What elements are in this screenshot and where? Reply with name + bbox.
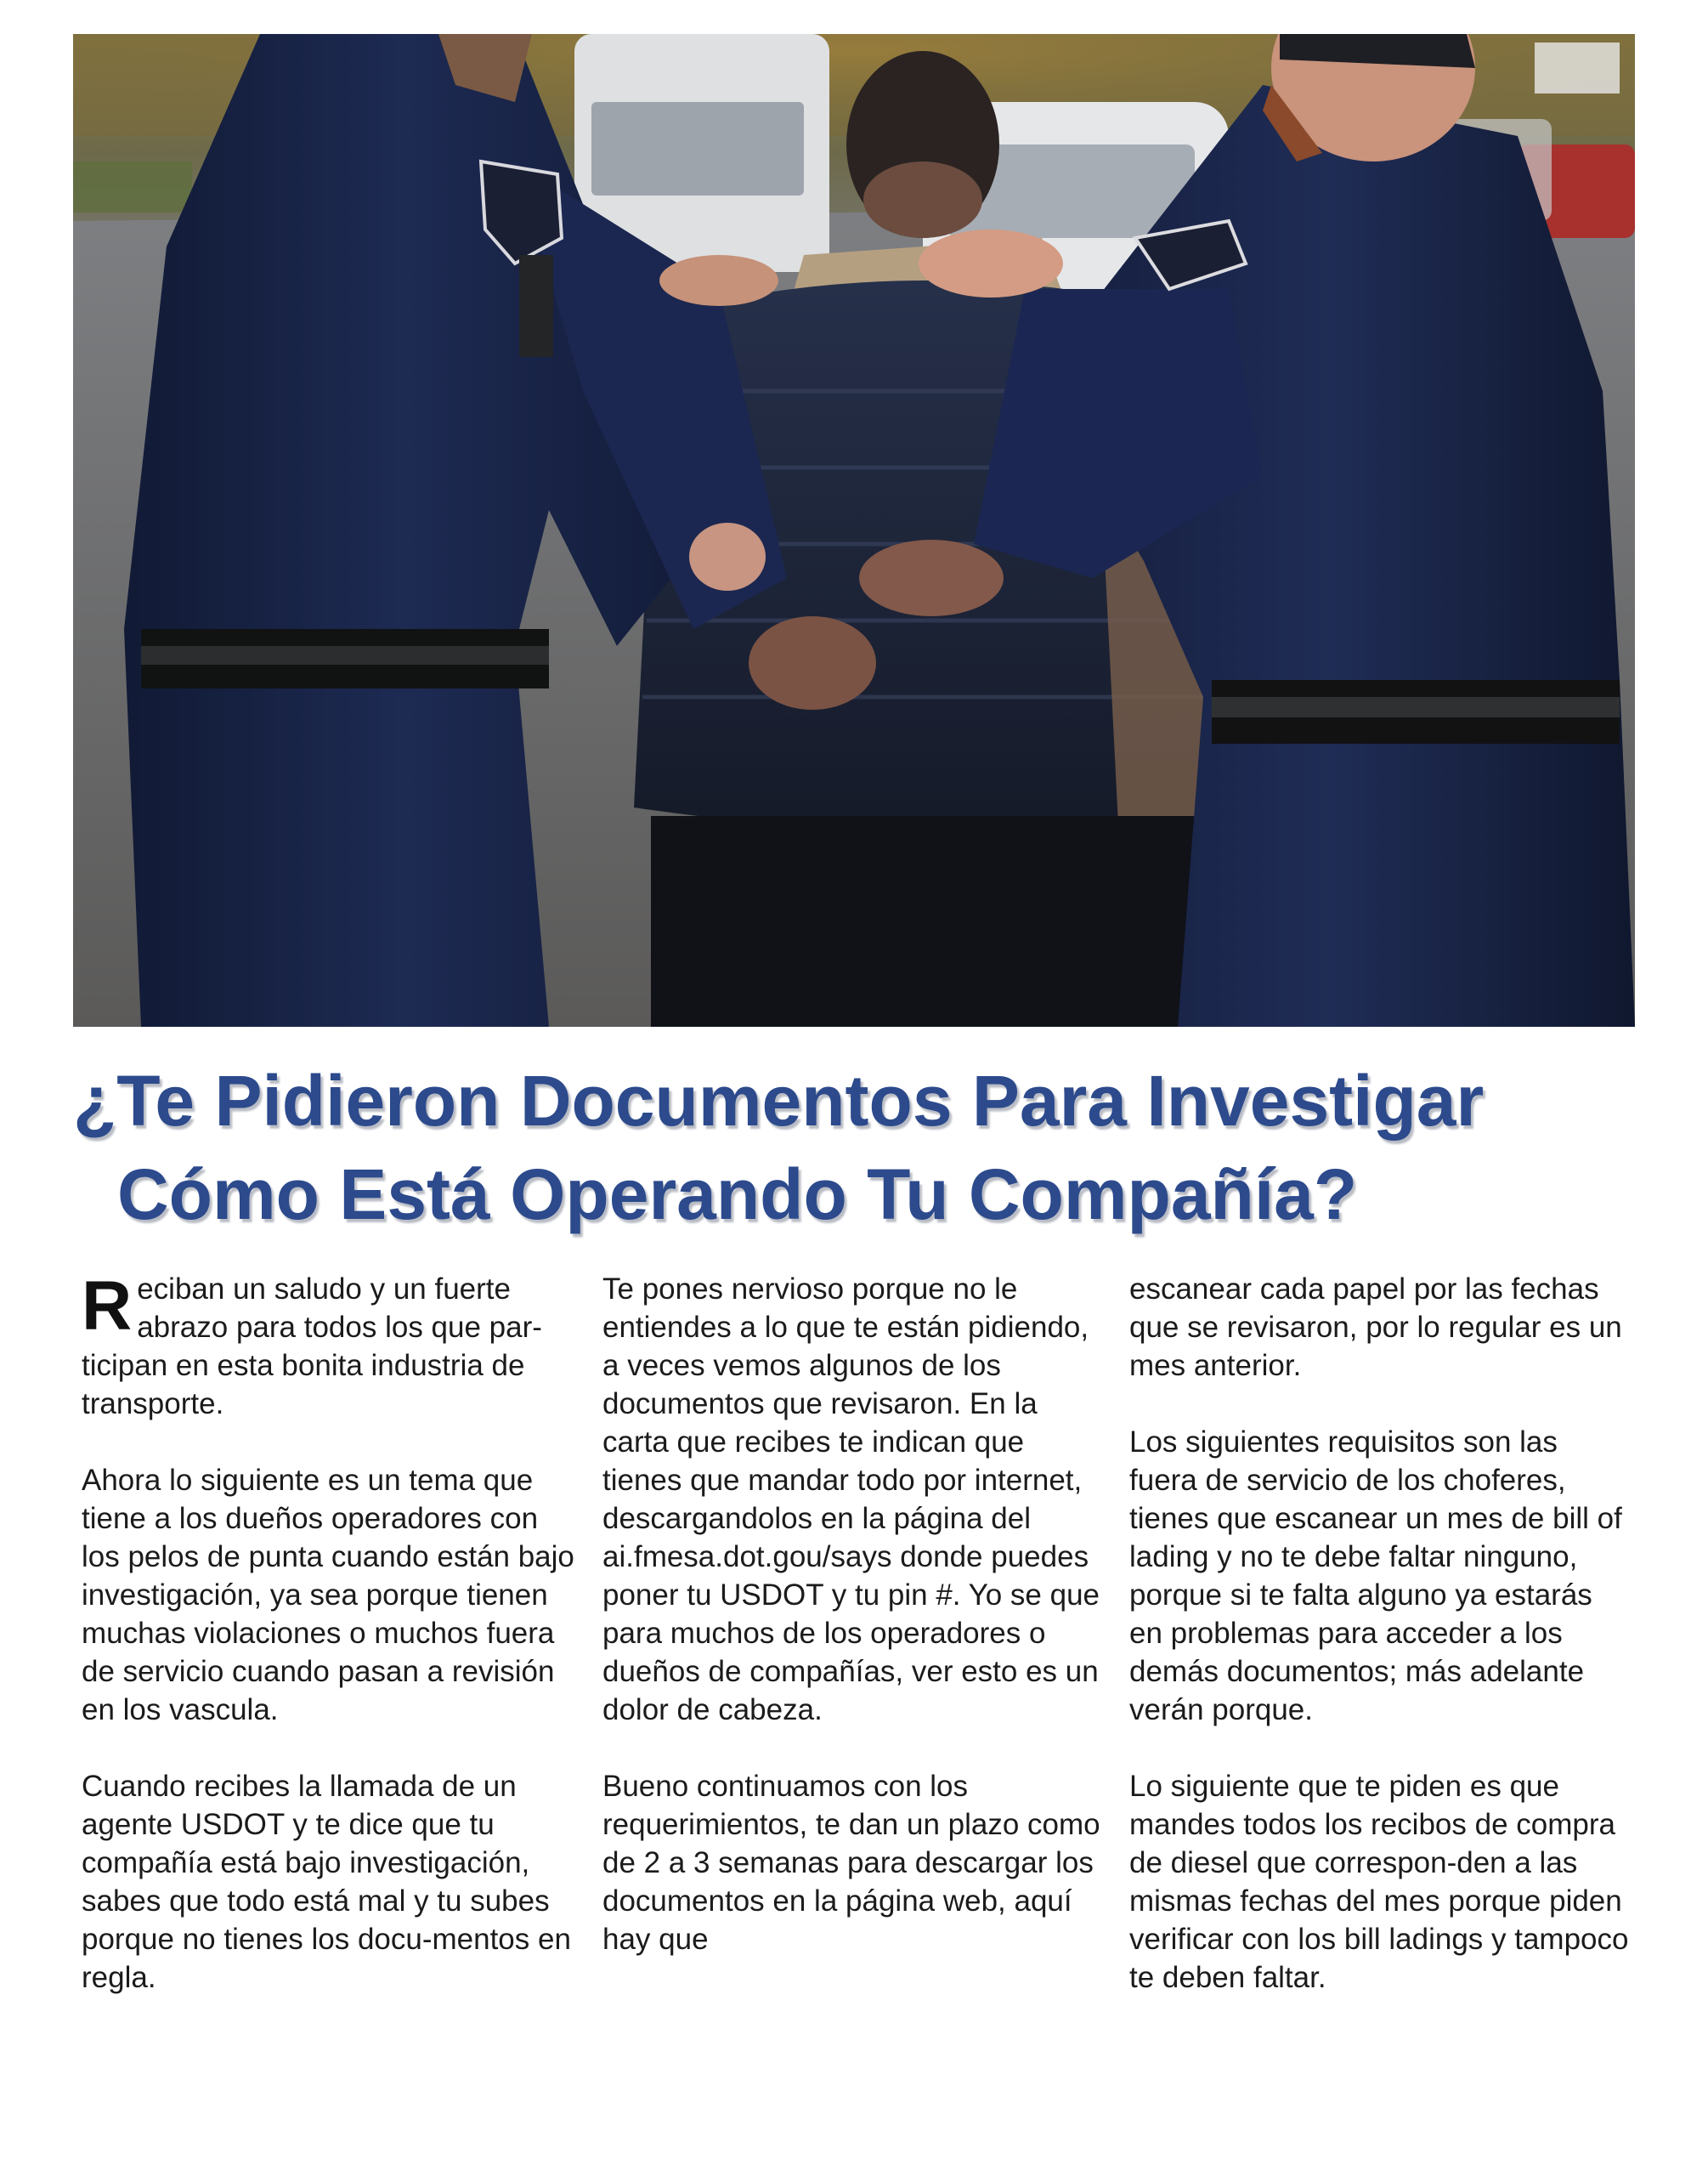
paragraph-text: eciban un saludo y un fuerte abrazo para todos los que par-ticipan en esta bonita industria de transporte. xyxy=(82,1272,542,1420)
paragraph: Ahora lo siguiente es un tema que tiene a los dueños operadores con los pelos de punta cuando están bajo investigación, ya sea porque tienen muchas violaciones o muchos fuera de servicio cuando pasan a revisión en los vascula. xyxy=(82,1464,574,1726)
paragraph: escanear cada papel por las fechas que se revisaron, por lo regular es un mes anterior. xyxy=(1129,1272,1622,1382)
paragraph: Te pones nervioso porque no le entiendes a lo que te están pidiendo, a veces vemos algunos de los documentos que revisaron. En la carta que recibes te indican que tienes que mandar todo por internet, descargandolos en la página del ai.fmesa.dot.gou/says donde puedes poner tu USDOT y tu pin #. Yo se que para muchos de los operadores o dueños de compañías, ver esto es un dolor de cabeza. xyxy=(602,1272,1100,1726)
drop-cap: R xyxy=(82,1267,133,1345)
paragraph: Lo siguiente que te piden es que mandes todos los recibos de compra de diesel que correspon-den a las mismas fechas del mes porque piden verificar con los bill ladings y tampoco te deben faltar. xyxy=(1129,1770,1629,1994)
headline-line-2: Cómo Está Operando Tu Compañía? xyxy=(117,1154,1358,1234)
paragraph: Bueno continuamos con los requerimientos, te dan un plazo como de 2 a 3 semanas para descargar los documentos en la página web, aquí hay que xyxy=(602,1770,1100,1956)
article-column-1 xyxy=(82,1267,583,2035)
headline-line-1: ¿Te Pidieron Documentos Para Investigar xyxy=(73,1061,1485,1141)
arrest-photo-icon xyxy=(73,34,1635,1027)
article-column-2 xyxy=(602,1270,1104,1997)
article-column-3 xyxy=(1129,1270,1631,2035)
headline xyxy=(73,1054,1635,1241)
paragraph: Los siguientes requisitos son las fuera de servicio de los choferes, tienes que escanear un mes de bill of lading y no te debe faltar ninguno, porque si te falta alguno ya estarás en problemas para acceder a los demás documentos; más adelante verán porque. xyxy=(1129,1425,1622,1726)
arrest-photo xyxy=(73,34,1635,1027)
paragraph xyxy=(82,1267,583,1423)
paragraph: Cuando recibes la llamada de un agente USDOT y te dice que tu compañía está bajo investigación, sabes que todo está mal y tu subes porque no tienes los docu-mentos en regla. xyxy=(82,1770,571,1994)
